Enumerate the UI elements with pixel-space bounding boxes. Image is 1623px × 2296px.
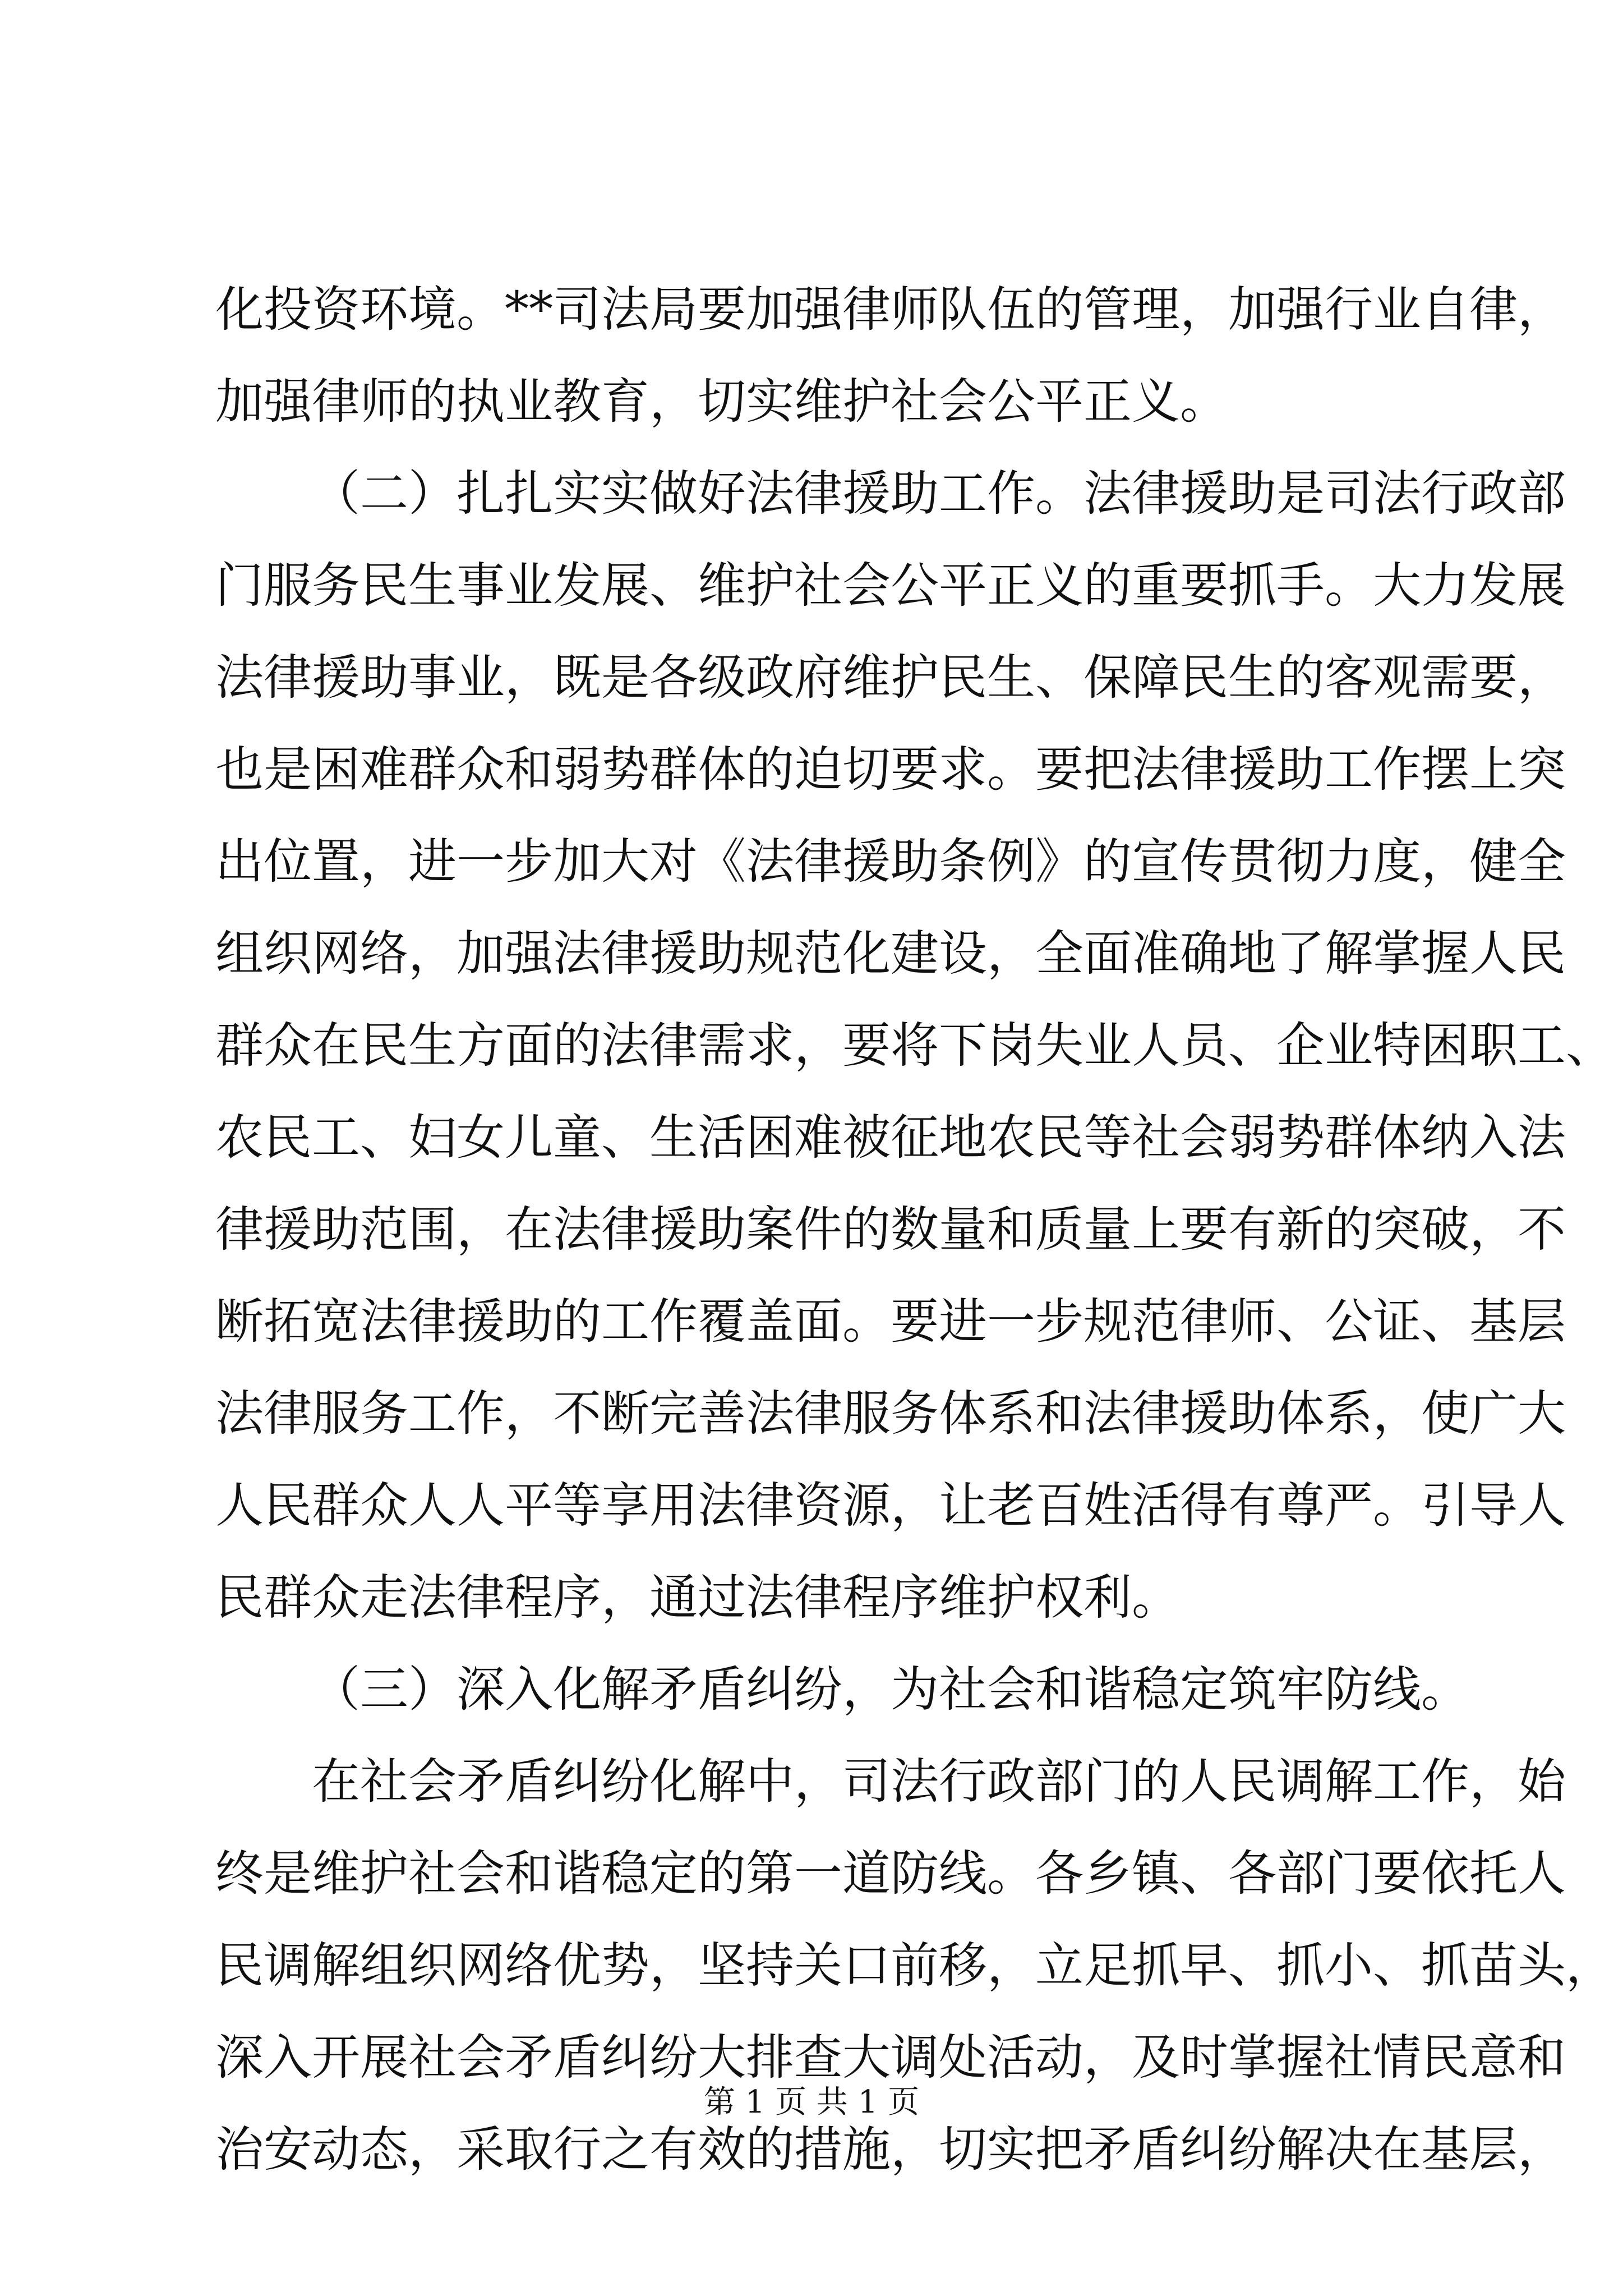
- document-body: [215, 264, 1614, 2196]
- body-line-text: 法律服务工作，不断完善法律服务体系和法律援助体系，使广大: [215, 1386, 1566, 1442]
- page-footer: 第 1 页 共 1 页: [703, 2084, 920, 2120]
- body-line-text: 深入开展社会矛盾纠纷大排查大调处活动，及时掌握社情民意和: [215, 2030, 1566, 2086]
- body-line: [215, 1000, 1614, 1092]
- body-line-text: 门服务民生事业发展、维护社会公平正义的重要抓手。大力发展: [215, 558, 1566, 614]
- body-line-text: 民调解组织网络优势，坚持关口前移，立足抓早、抓小、抓苗头，: [215, 1938, 1614, 1994]
- body-line: [215, 1184, 1566, 1276]
- body-line-text: 化投资环境。**司法局要加强律师队伍的管理，加强行业自律，: [215, 282, 1566, 338]
- body-line-text: 终是维护社会和谐稳定的第一道防线。各乡镇、各部门要依托人: [215, 1846, 1566, 1902]
- body-line: [215, 816, 1566, 908]
- body-line: [215, 356, 1410, 448]
- body-line-text: 民群众走法律程序，通过法律程序维护权利。: [215, 1570, 1180, 1626]
- body-line-text: 人民群众人人平等享用法律资源，让老百姓活得有尊严。引导人: [215, 1478, 1566, 1534]
- body-line-text: 加强律师的执业教育，切实维护社会公平正义。: [215, 374, 1228, 430]
- body-line: [215, 908, 1566, 1000]
- body-line-text: 在社会矛盾纠纷化解中，司法行政部门的人民调解工作，始: [312, 1754, 1566, 1810]
- body-line: [215, 1460, 1566, 1552]
- body-line: [215, 724, 1566, 816]
- body-line: [215, 1368, 1566, 1460]
- body-line: [215, 540, 1566, 632]
- body-line-text: 农民工、妇女儿童、生活困难被征地农民等社会弱势群体纳入法: [215, 1110, 1566, 1166]
- body-line: [215, 1552, 1410, 1644]
- body-line: [215, 1736, 1566, 1828]
- body-line-text: 组织网络，加强法律援助规范化建设，全面准确地了解掌握人民: [215, 926, 1566, 982]
- body-line: [215, 1920, 1614, 2012]
- body-line-text: 律援助范围，在法律援助案件的数量和质量上要有新的突破，不: [215, 1202, 1566, 1258]
- body-line-text: 群众在民生方面的法律需求，要将下岗失业人员、企业特困职工、: [215, 1018, 1614, 1074]
- body-line-text: 也是困难群众和弱势群体的迫切要求。要把法律援助工作摆上突: [215, 742, 1566, 798]
- body-line: [215, 448, 1566, 540]
- body-line-text: （二）扎扎实实做好法律援助工作。法律援助是司法行政部: [312, 466, 1566, 522]
- body-line: [215, 1092, 1566, 1184]
- body-line-text: 出位置，进一步加大对《法律援助条例》的宣传贯彻力度，健全: [215, 834, 1566, 890]
- body-line-text: 法律援助事业，既是各级政府维护民生、保障民生的客观需要，: [215, 650, 1566, 706]
- body-line: [215, 1828, 1566, 1920]
- body-line: [215, 264, 1566, 356]
- body-line-text: （三）深入化解矛盾纠纷，为社会和谐稳定筑牢防线。: [312, 1662, 1469, 1718]
- body-line: [215, 1644, 1469, 1736]
- body-line-text: 治安动态，采取行之有效的措施，切实把矛盾纠纷解决在基层，: [215, 2122, 1566, 2178]
- body-line: [215, 632, 1566, 724]
- body-line: [215, 1276, 1566, 1368]
- body-line-text: 断拓宽法律援助的工作覆盖面。要进一步规范律师、公证、基层: [215, 1294, 1566, 1350]
